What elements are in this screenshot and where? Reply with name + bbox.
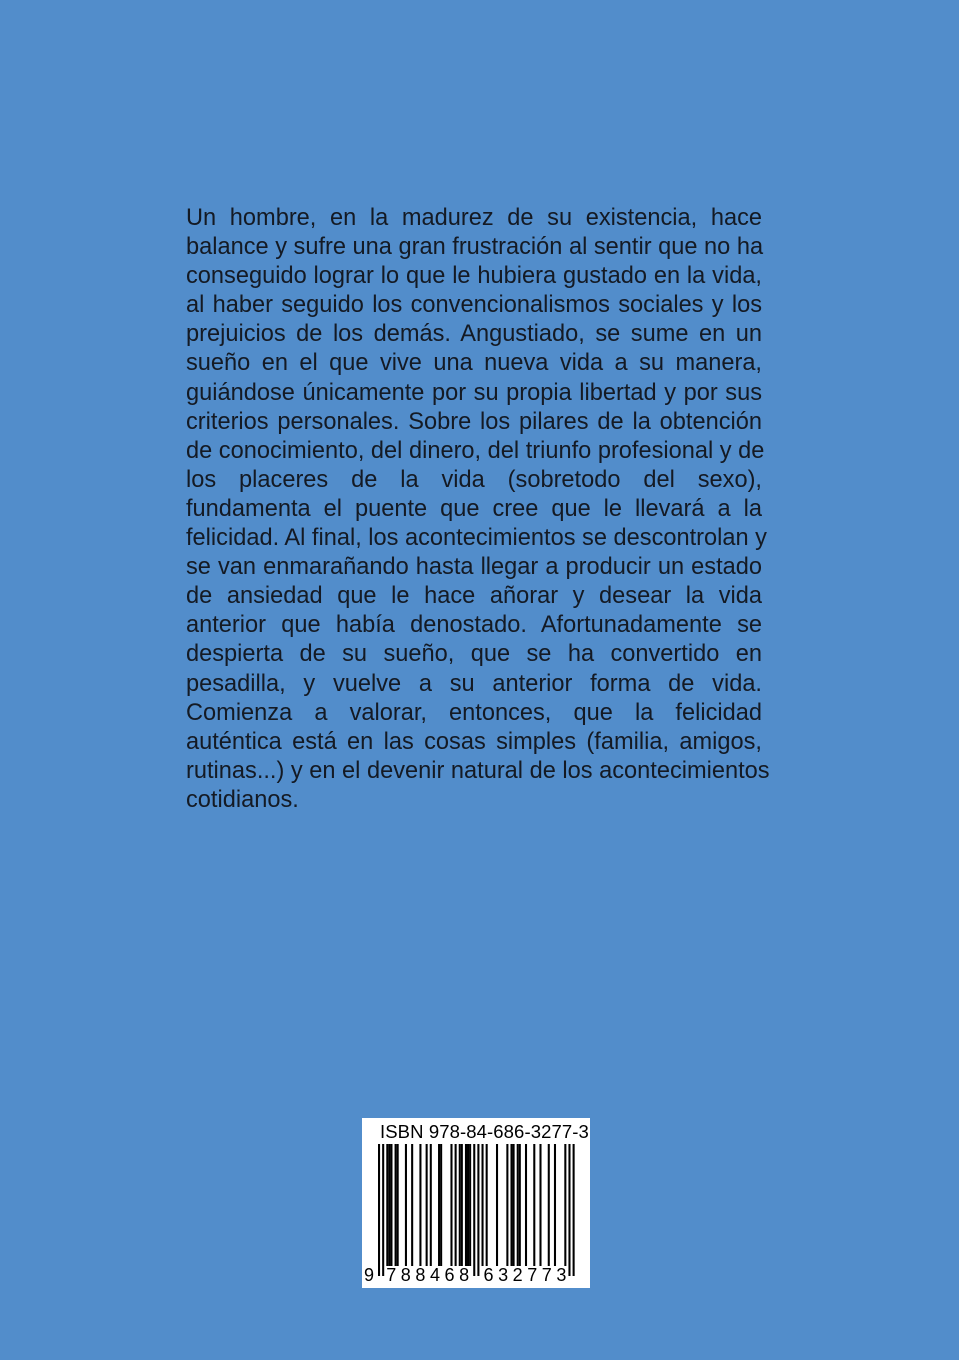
barcode-bar [390, 1144, 392, 1266]
barcode-bar [467, 1144, 469, 1266]
barcode-bar [564, 1144, 566, 1266]
barcode-bar [513, 1144, 515, 1266]
barcode-bar [455, 1144, 457, 1266]
barcode-bar [426, 1144, 428, 1266]
barcode-bar [510, 1144, 512, 1266]
barcode-image [362, 1118, 590, 1288]
blurb-line: rutinas...) y en el devenir natural de los acontecimientos [186, 757, 770, 784]
barcode-bar [517, 1144, 519, 1266]
blurb-line: Comienza a valorar, entonces, que la felicidad [186, 699, 762, 726]
barcode-bar [397, 1144, 399, 1266]
barcode-bar [469, 1144, 471, 1266]
barcode-bar [506, 1144, 508, 1266]
blurb-line: criterios personales. Sobre los pilares de la obtención [186, 408, 762, 435]
barcode-bar [382, 1144, 384, 1276]
barcode-bar [473, 1144, 475, 1276]
barcode-bar [438, 1144, 440, 1266]
blurb-line: se van enmarañando hasta llegar a producir un estado [186, 554, 762, 581]
blurb-line: balance y sufre una gran frustración al sentir que no ha [186, 234, 764, 261]
blurb-line: auténtica está en las cosas simples (familia, amigos, [186, 728, 762, 755]
blurb-line: anterior que había denostado. Afortunadamente se [186, 612, 762, 639]
blurb-line: al haber seguido los convencionalismos sociales y los [186, 292, 762, 319]
blurb-line: conseguido lograr lo que le hubiera gustado en la vida, [186, 263, 762, 290]
barcode-bar [573, 1144, 575, 1276]
barcode-bar [430, 1144, 432, 1266]
barcode-bar [533, 1144, 535, 1266]
barcode-bar [386, 1144, 388, 1266]
blurb-line: los placeres de la vida (sobretodo del sexo), [186, 466, 762, 493]
barcode-bar [419, 1144, 421, 1266]
barcode-bar [411, 1144, 413, 1266]
blurb-line: guiándose únicamente por su propia libertad y por sus [186, 379, 762, 406]
blurb-line: felicidad. Al final, los acontecimientos se descontrolan y [186, 525, 767, 552]
barcode-bar [539, 1144, 541, 1266]
barcode-bar [465, 1144, 467, 1266]
barcode-bar [548, 1144, 550, 1266]
barcode-bar [519, 1144, 521, 1266]
blurb-line: de ansiedad que le hace añorar y desear la vida [186, 583, 762, 610]
barcode-bar [395, 1144, 397, 1266]
barcode-left-digits: 788468 [386, 1265, 470, 1285]
isbn-label: ISBN 978-84-686-3277-3 [380, 1121, 589, 1142]
back-cover-blurb [186, 204, 770, 815]
barcode-bar [568, 1144, 570, 1276]
barcode-bar [459, 1144, 461, 1266]
barcode-first-digit: 9 [364, 1265, 375, 1285]
barcode-bar [378, 1144, 380, 1276]
barcode-bar [496, 1144, 498, 1266]
barcode-bar [482, 1144, 484, 1266]
barcode-bar [477, 1144, 479, 1276]
blurb-line: cotidianos. [186, 786, 299, 813]
barcode-bar [440, 1144, 442, 1266]
barcode-bar [525, 1144, 527, 1266]
barcode-bar [405, 1144, 407, 1266]
blurb-line: de conocimiento, del dinero, del triunfo profesional y de [186, 437, 765, 464]
blurb-line: pesadilla, y vuelve a su anterior forma de vida. [186, 670, 762, 697]
blurb-line: sueño en el que vive una nueva vida a su manera, [186, 350, 762, 377]
barcode-bar [450, 1144, 452, 1266]
blurb-line: prejuicios de los demás. Angustiado, se sume en un [186, 321, 762, 348]
blurb-line: despierta de su sueño, que se ha convertido en [186, 641, 762, 668]
barcode-right-digits: 632773 [483, 1265, 567, 1285]
barcode-bar [388, 1144, 390, 1266]
barcode-bar [486, 1144, 488, 1266]
isbn-barcode [362, 1118, 590, 1288]
barcode-bar [554, 1144, 556, 1266]
blurb-line: fundamenta el puente que cree que le llevará a la [186, 495, 762, 522]
blurb-line: Un hombre, en la madurez de su existencia, hace [186, 205, 762, 231]
barcode-bar [461, 1144, 463, 1266]
